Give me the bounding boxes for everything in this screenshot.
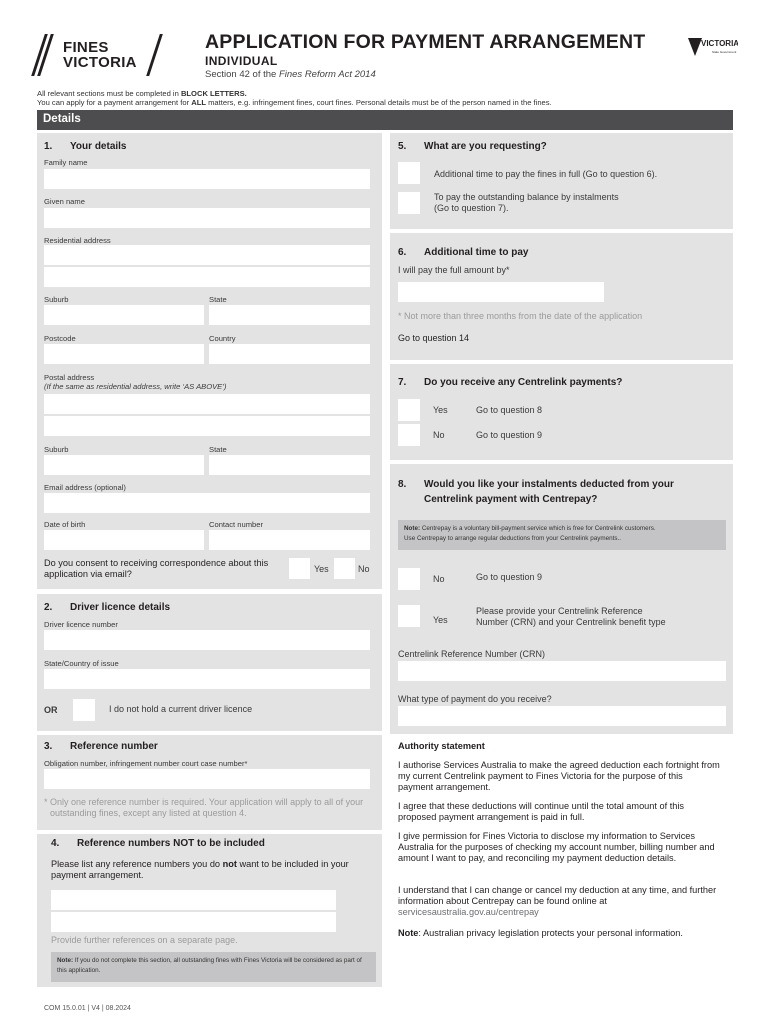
centrelink-no-checkbox[interactable]: [398, 424, 420, 446]
given-name-label: Given name: [44, 197, 85, 206]
q6-goto: Go to question 14: [398, 333, 470, 343]
intro-line-1: All relevant sections must be completed in BLOCK LETTERS.: [37, 89, 247, 98]
residential-address-field-1[interactable]: [44, 245, 370, 265]
pay-by-label: I will pay the full amount by*: [398, 265, 510, 275]
svg-text:VICTORIA: VICTORIA: [701, 39, 738, 48]
centrepay-note-box: Note: Centrepay is a voluntary bill-payment service which is free for Centrelink customers. Use Centrepay to arrange regular deductions from your Centrelink payments..: [398, 520, 726, 550]
email-consent-question: Do you consent to receiving correspondence about this application via email?: [44, 558, 269, 579]
or-label: OR: [44, 705, 58, 715]
q4-heading: 4. Reference numbers NOT to be included: [51, 838, 265, 849]
centrepay-no-goto: Go to question 9: [476, 572, 543, 582]
centrelink-no-label: No: [433, 430, 445, 440]
payment-type-field[interactable]: [398, 706, 726, 726]
state-country-issue-label: State/Country of issue: [44, 659, 119, 668]
q5-heading: 5. What are you requesting?: [398, 141, 547, 152]
postcode-field[interactable]: [44, 344, 204, 364]
suburb-label: Suburb: [44, 295, 69, 304]
centrepay-yes-label: Yes: [433, 615, 448, 625]
reference-number-field[interactable]: [44, 769, 370, 789]
q7-heading: 7. Do you receive any Centrelink payments?: [398, 377, 623, 388]
reference-number-label: Obligation number, infringement number court case number*: [44, 759, 248, 768]
family-name-field[interactable]: [44, 169, 370, 189]
q1-heading: 1. Your details: [44, 141, 127, 152]
family-name-label: Family name: [44, 158, 88, 167]
centrelink-yes-checkbox[interactable]: [398, 399, 420, 421]
crn-field[interactable]: [398, 661, 726, 681]
consent-no-label: No: [358, 564, 370, 574]
dob-label: Date of birth: [44, 520, 86, 529]
licence-number-label: Driver licence number: [44, 620, 118, 629]
instalments-checkbox[interactable]: [398, 192, 420, 214]
postal-address-label: Postal address: [44, 373, 95, 382]
privacy-note: Note: Australian privacy legislation protects your personal information.: [398, 928, 683, 938]
reference-number-note: * Only one reference number is required. Your application will apply to all of your outstanding fines, except any listed at question 4.: [44, 797, 364, 818]
instalments-option-line1: To pay the outstanding balance by instalments: [434, 192, 619, 202]
suburb-field[interactable]: [44, 305, 204, 325]
postal-address-hint: (If the same as residential address, write ‘AS ABOVE’): [44, 382, 227, 391]
centrelink-yes-goto: Go to question 8: [476, 405, 543, 415]
q8-heading-line1: 8. Would you like your instalments deducted from your: [398, 479, 674, 490]
postal-suburb-field[interactable]: [44, 455, 204, 475]
q4-note-box: Note: If you do not complete this section, all outstanding fines with Fines Victoria will be considered as part of this application.: [51, 952, 376, 982]
additional-time-option: Additional time to pay the fines in full (Go to question 6).: [434, 169, 658, 179]
centrepay-link[interactable]: servicesaustralia.gov.au/centrepay: [398, 907, 539, 917]
postal-address-field-2[interactable]: [44, 416, 370, 436]
postal-state-field[interactable]: [209, 455, 370, 475]
postal-address-field-1[interactable]: [44, 394, 370, 414]
centrepay-yes-desc-line2: Number (CRN) and your Centrelink benefit type: [476, 617, 666, 627]
centrepay-yes-desc-line1: Please provide your Centrelink Reference: [476, 606, 643, 616]
email-field[interactable]: [44, 493, 370, 513]
consent-no-checkbox[interactable]: [334, 558, 355, 579]
centrepay-yes-checkbox[interactable]: [398, 605, 420, 627]
contact-number-label: Contact number: [209, 520, 264, 529]
contact-number-field[interactable]: [209, 530, 370, 550]
q3-heading: 3. Reference number: [44, 741, 158, 752]
three-months-note: * Not more than three months from the date of the application: [398, 311, 643, 321]
form-title: APPLICATION FOR PAYMENT ARRANGEMENT: [205, 31, 646, 53]
pay-by-date-field[interactable]: [398, 282, 604, 302]
residential-address-label: Residential address: [44, 236, 111, 245]
authority-para-4: I understand that I can change or cancel my deduction at any time, and further information about Centrepay can be found online at servicesaustralia.gov.au/centrepay: [398, 885, 717, 917]
no-licence-label: I do not hold a current driver licence: [109, 704, 253, 714]
intro-line-2: You can apply for a payment arrangement for ALL matters, e.g. infringement fines, court fines. Personal details must be of the person named in the fines.: [37, 98, 552, 107]
authority-para-1: I authorise Services Australia to make the agreed deduction each fortnight from my current Centrelink payment to Fines Victoria for the purpose of this payment arrangement.: [398, 760, 720, 792]
centrepay-no-label: No: [433, 574, 445, 584]
q8-heading-line2: Centrelink payment with Centrepay?: [424, 494, 598, 505]
no-licence-checkbox[interactable]: [73, 699, 95, 721]
dob-field[interactable]: [44, 530, 204, 550]
form-code-footer: COM 15.0.01 | V4 | 08.2024: [44, 1005, 131, 1012]
consent-yes-label: Yes: [314, 564, 329, 574]
logo-fines: FINES: [63, 39, 109, 56]
centrelink-yes-label: Yes: [433, 405, 448, 415]
state-field[interactable]: [209, 305, 370, 325]
details-section-bar: Details: [37, 110, 733, 130]
state-label: State: [209, 295, 227, 304]
additional-time-checkbox[interactable]: [398, 162, 420, 184]
licence-number-field[interactable]: [44, 630, 370, 650]
further-references-note: Provide further references on a separate page.: [51, 935, 238, 945]
section-reference: Section 42 of the Fines Reform Act 2014: [205, 69, 376, 80]
authority-para-3: I give permission for Fines Victoria to disclose my information to Services Australia for the purposes of checking my account number, billing number and amount I want to pay, and reconciling my payment deduction details.: [398, 831, 715, 863]
payment-type-label: What type of payment do you receive?: [398, 694, 552, 704]
form-subtitle: INDIVIDUAL: [205, 54, 278, 68]
excluded-reference-field-2[interactable]: [51, 912, 336, 932]
svg-text:State Government: State Government: [712, 50, 737, 54]
residential-address-field-2[interactable]: [44, 267, 370, 287]
state-country-issue-field[interactable]: [44, 669, 370, 689]
authority-heading: Authority statement: [398, 741, 485, 751]
postcode-label: Postcode: [44, 334, 76, 343]
country-label: Country: [209, 334, 236, 343]
q4-description: Please list any reference numbers you do not want to be included in your payment arrangement.: [51, 859, 349, 880]
given-name-field[interactable]: [44, 208, 370, 228]
postal-suburb-label: Suburb: [44, 445, 69, 454]
q6-heading: 6. Additional time to pay: [398, 247, 529, 258]
postal-state-label: State: [209, 445, 227, 454]
email-label: Email address (optional): [44, 483, 126, 492]
centrepay-no-checkbox[interactable]: [398, 568, 420, 590]
logo-victoria: VICTORIA: [63, 54, 137, 71]
excluded-reference-field-1[interactable]: [51, 890, 336, 910]
logo-slash-right: [146, 34, 163, 76]
country-field[interactable]: [209, 344, 370, 364]
instalments-option-line2: (Go to question 7).: [434, 203, 509, 213]
centrelink-no-goto: Go to question 9: [476, 430, 543, 440]
crn-label: Centrelink Reference Number (CRN): [398, 649, 546, 659]
q2-heading: 2. Driver licence details: [44, 602, 171, 613]
consent-yes-checkbox[interactable]: [289, 558, 310, 579]
victoria-state-logo: [688, 36, 738, 60]
authority-para-2: I agree that these deductions will continue until the total amount of this proposed payment arrangement is paid in full.: [398, 801, 685, 822]
